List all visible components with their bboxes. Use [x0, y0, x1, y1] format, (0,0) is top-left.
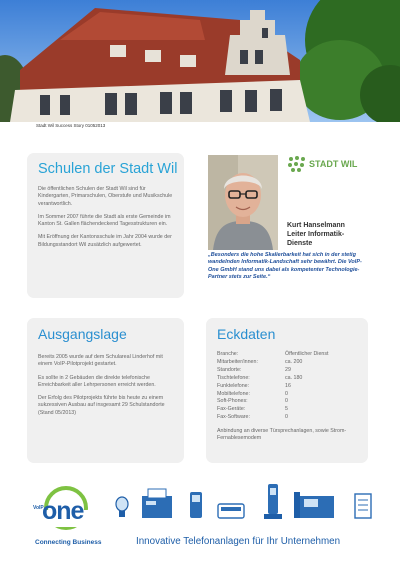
keypad-icon	[218, 504, 244, 518]
row-value: 16	[285, 382, 291, 389]
contact-role-line1: Leiter Informatik-	[287, 231, 345, 238]
cordless-icon	[264, 484, 282, 519]
table-row	[217, 375, 365, 383]
ausgangslage-title: Ausgangslage	[38, 326, 127, 342]
intro-paragraph: Die öffentlichen Schulen der Stadt Wil sind für Kindergarten, Primarschulen, Oberstufe und Musikschule verantwortlich.	[38, 186, 173, 207]
row-key: Mobiltelefone:	[217, 390, 250, 397]
footer-tagline: Connecting Business	[35, 539, 102, 546]
voip-one-logo-small: VoIP	[33, 505, 44, 511]
row-key: Fax-Geräte:	[217, 406, 246, 413]
table-row	[217, 351, 365, 359]
table-row	[217, 367, 365, 375]
row-key: Fax-Software:	[217, 414, 250, 421]
eckdaten-title: Eckdaten	[217, 326, 276, 342]
contact-portrait	[208, 155, 278, 250]
row-value: 0	[285, 390, 288, 397]
device-icons	[110, 484, 375, 529]
school-building-photo	[0, 0, 400, 122]
voip-one-logo-big: one	[42, 497, 84, 525]
row-value: ca. 180	[285, 374, 303, 381]
photo-caption: Stadt Wil Success Story 01052013	[36, 123, 106, 128]
fax-icon	[142, 489, 172, 518]
table-row	[217, 391, 365, 399]
row-value: 29	[285, 366, 291, 373]
server-icon	[355, 494, 371, 518]
bulb-icon	[116, 497, 128, 517]
table-row	[217, 406, 365, 414]
intro-card	[27, 153, 184, 298]
row-value: 5	[285, 406, 288, 413]
stadt-wil-logo-icon	[287, 155, 307, 173]
footer-slogan: Innovative Telefonanlagen für Ihr Unternehmen	[136, 536, 341, 547]
row-value: 0	[285, 414, 288, 421]
table-row	[217, 414, 365, 422]
ausgangslage-card	[27, 318, 184, 463]
row-key: Standorte:	[217, 366, 242, 373]
stadt-wil-logo	[287, 153, 367, 175]
contact-quote: „Besonders die hohe Skalierbarkeit hat sich in der stetig wandelnden Informatik-Landschaft sehr bewährt. Die VoIP-One GmbH stand uns dabei als kompetenter Technologie-Partner stets zur Seite.“	[208, 252, 362, 281]
ausgangslage-paragraph: Bereits 2005 wurde auf dem Schulareal Linderhof mit einem VoIP-Pilotprojekt gestartet.	[38, 354, 163, 368]
eckdaten-note: Anbindung an diverse Türsprechanlagen, sowie Strom-Fernablesemodem	[217, 428, 347, 442]
table-row	[217, 383, 365, 391]
row-key: Mitarbeiter/innen:	[217, 358, 258, 365]
voip-one-logo	[33, 484, 103, 532]
intro-paragraph: Mit Eröffnung der Kantonsschule im Jahr 2004 wurde der Bildungsstandort Wil zusätzlich aufgewertet.	[38, 234, 172, 248]
stadt-wil-logo-text: STADT WIL	[309, 159, 358, 169]
phone-icon	[190, 492, 202, 518]
row-key: Soft-Phones:	[217, 398, 248, 405]
table-row	[217, 398, 365, 406]
footer	[0, 484, 400, 561]
contact-role-line2: Dienste	[287, 240, 313, 247]
row-key: Branche:	[217, 351, 239, 357]
ausgangslage-paragraph: Der Erfolg des Pilotprojekts führte bis heute zu einem sukzessiven Ausbau auf insgesamt 29 Schulstandorte (Stand 05/2013)	[38, 395, 165, 416]
intro-paragraph: Im Sommer 2007 führte die Stadt als erste Gemeinde im Kanton St. Gallen flächendeckend Tagesstrukturen ein.	[38, 213, 171, 228]
row-key: Funktelefone:	[217, 382, 250, 389]
table-row	[217, 359, 365, 367]
eckdaten-table	[217, 351, 365, 449]
contact-name: Kurt Hanselmann	[287, 222, 345, 229]
ausgangslage-paragraph: Es sollte in 2 Gebäuden die direkte telefonische Erreichbarkeit aller Lehrpersonen erreicht werden.	[38, 374, 156, 388]
row-key: Tischtelefone:	[217, 374, 250, 381]
intro-title: Schulen der Stadt Wil	[38, 161, 178, 177]
deskphone-icon	[294, 492, 334, 518]
eckdaten-card	[206, 318, 368, 463]
row-value: 0	[285, 398, 288, 405]
row-value: Öffentlicher Dienst	[285, 351, 329, 357]
row-value: ca. 200	[285, 358, 303, 365]
